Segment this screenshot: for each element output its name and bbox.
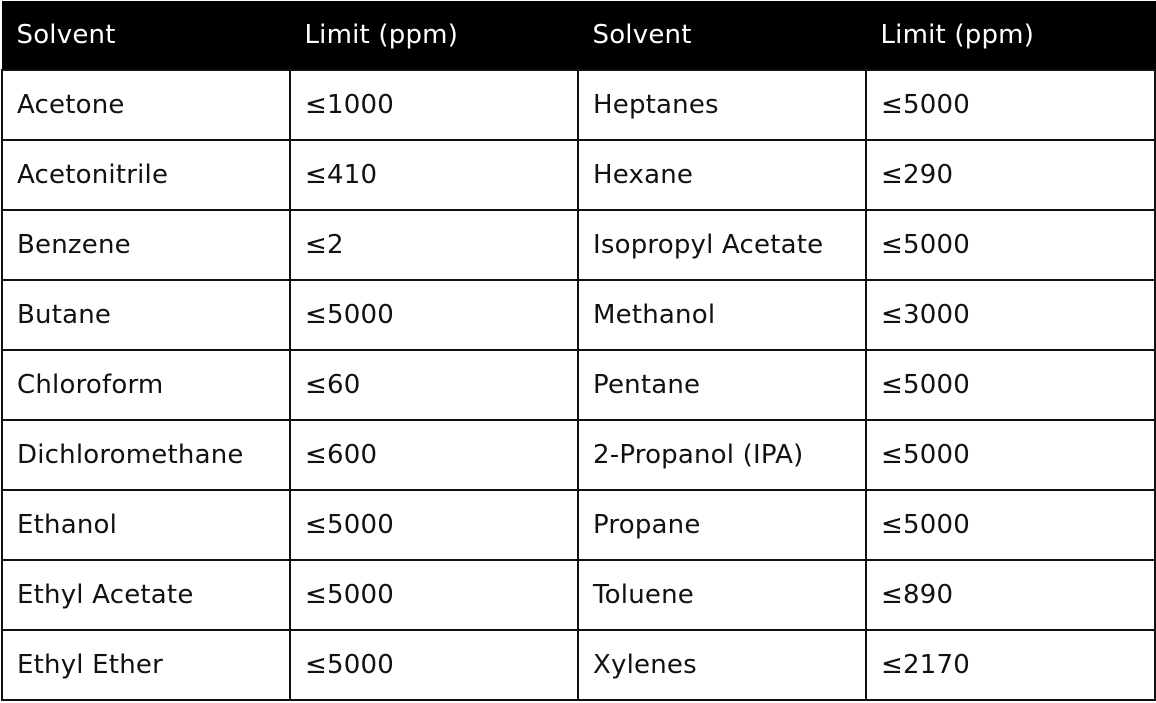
solvent-cell: Xylenes xyxy=(578,630,866,700)
table-row xyxy=(2,140,1155,210)
solvent-cell: Butane xyxy=(2,280,290,350)
header-row xyxy=(2,2,1155,70)
solvent-cell: Toluene xyxy=(578,560,866,630)
limit-cell: ≤2 xyxy=(290,210,578,280)
limit-cell: ≤60 xyxy=(290,350,578,420)
solvent-cell: Ethyl Ether xyxy=(2,630,290,700)
limit-cell: ≤5000 xyxy=(866,350,1155,420)
table-row xyxy=(2,420,1155,490)
solvent-cell: Benzene xyxy=(2,210,290,280)
table-row xyxy=(2,490,1155,560)
limit-cell: ≤410 xyxy=(290,140,578,210)
solvent-cell: Ethyl Acetate xyxy=(2,560,290,630)
limit-cell: ≤5000 xyxy=(290,630,578,700)
limit-cell: ≤5000 xyxy=(866,420,1155,490)
limit-cell: ≤5000 xyxy=(866,490,1155,560)
limit-cell: ≤5000 xyxy=(290,490,578,560)
limit-cell: ≤290 xyxy=(866,140,1155,210)
limit-cell: ≤600 xyxy=(290,420,578,490)
solvent-cell: Methanol xyxy=(578,280,866,350)
limit-cell: ≤5000 xyxy=(290,280,578,350)
header-limit: Limit (ppm) xyxy=(866,2,1155,70)
limit-cell: ≤890 xyxy=(866,560,1155,630)
solvent-cell: Dichloromethane xyxy=(2,420,290,490)
limit-cell: ≤5000 xyxy=(866,70,1155,140)
table-row xyxy=(2,210,1155,280)
solvent-cell: Pentane xyxy=(578,350,866,420)
header-solvent: Solvent xyxy=(2,2,290,70)
solvent-cell: Heptanes xyxy=(578,70,866,140)
header-solvent: Solvent xyxy=(578,2,866,70)
limit-cell: ≤5000 xyxy=(866,210,1155,280)
table-row xyxy=(2,560,1155,630)
solvent-cell: Chloroform xyxy=(2,350,290,420)
solvent-limits-table xyxy=(1,1,1156,701)
solvent-cell: Hexane xyxy=(578,140,866,210)
solvent-cell: Acetonitrile xyxy=(2,140,290,210)
limit-cell: ≤5000 xyxy=(290,560,578,630)
solvent-cell: Ethanol xyxy=(2,490,290,560)
table-row xyxy=(2,70,1155,140)
table-row xyxy=(2,350,1155,420)
solvent-cell: Isopropyl Acetate xyxy=(578,210,866,280)
table-row xyxy=(2,630,1155,700)
header-limit: Limit (ppm) xyxy=(290,2,578,70)
limit-cell: ≤1000 xyxy=(290,70,578,140)
solvent-cell: Propane xyxy=(578,490,866,560)
limit-cell: ≤3000 xyxy=(866,280,1155,350)
limit-cell: ≤2170 xyxy=(866,630,1155,700)
solvent-cell: Acetone xyxy=(2,70,290,140)
table-row xyxy=(2,280,1155,350)
solvent-cell: 2-Propanol (IPA) xyxy=(578,420,866,490)
